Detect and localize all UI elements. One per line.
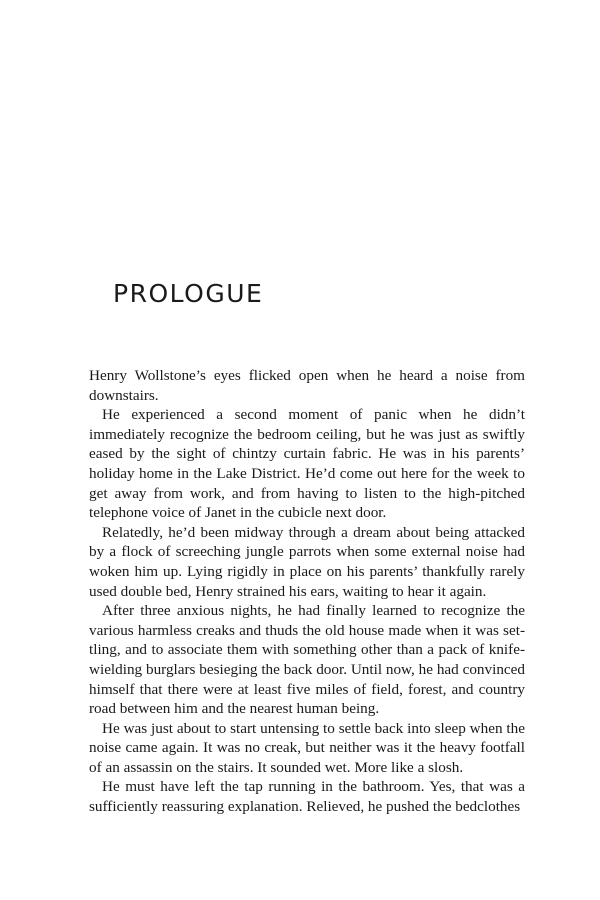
paragraph-1: Henry Wollstone’s eyes flicked open when he heard a noise from downstairs.	[89, 367, 525, 404]
chapter-title: PROLOGUE	[113, 279, 264, 308]
paragraph-6: He must have left the tap running in the bathroom. Yes, that was a sufficiently reassuring explanation. Relieved, he pushed the bedclothes	[89, 778, 525, 816]
body-text	[89, 366, 525, 817]
paragraph-2: He experienced a second moment of panic when he didn’t immediately recognize the bedroom ceiling, but he was just as swiftly eased by the sight of chintzy curtain fabric. He was in his parents’ holiday home in the Lake District. He’d come out here for the week to get away from work, and from having to listen to the high-pitched telephone voice of Janet in the cubicle next door.	[89, 406, 525, 522]
paragraph-3: Relatedly, he’d been midway through a dream about being attacked by a flock of screeching jungle parrots when some external noise had woken him up. Lying rigidly in place on his parents’ thankfully rarely used double bed, Henry strained his ears, waiting to hear it again.	[89, 523, 525, 600]
paragraph-5: He was just about to start untensing to settle back into sleep when the noise came again. It was no creak, but neither was it the heavy footfall of an assassin on the stairs. It sounded wet. More like a slosh.	[89, 719, 525, 776]
paragraph-4: After three anxious nights, he had finally learned to recognize the various harmless creaks and thuds the old house made when it was settling, and to associate them with something other than a pack of knife-wielding burglars besieging the back door. Until now, he had convinced himself that there were at least five miles of field, forest, and country road between him and the nearest human being.	[89, 602, 525, 718]
